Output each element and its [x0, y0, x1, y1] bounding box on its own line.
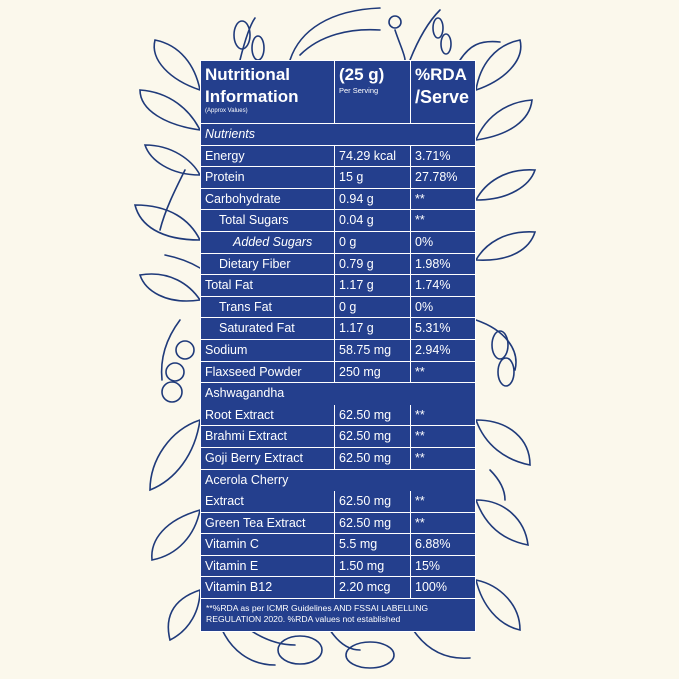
- nutrient-name: Extract: [201, 491, 335, 512]
- title-line-1: Nutritional: [205, 65, 290, 84]
- nutrient-amount: 62.50 mg: [335, 426, 411, 447]
- nutrient-rda: 100%: [415, 580, 447, 595]
- nutrient-rda: 15%: [415, 558, 441, 573]
- nutrient-name: Saturated Fat: [201, 318, 335, 339]
- amount-header-cell: [335, 61, 411, 123]
- nutrient-name: Green Tea Extract: [201, 513, 335, 534]
- nutrient-amount: 62.50 mg: [335, 405, 411, 426]
- nutrient-name: Total Fat: [201, 275, 335, 296]
- nutrient-rda: 1.74%: [415, 278, 451, 293]
- nutrient-rda: **: [415, 191, 425, 206]
- nutrition-facts-panel: [200, 60, 476, 632]
- nutrient-rda: 5.31%: [415, 321, 451, 336]
- table-row: [201, 577, 475, 599]
- nutrients-header-row: [201, 124, 475, 146]
- nutrient-name: Vitamin B12: [201, 577, 335, 598]
- table-row: [201, 275, 475, 297]
- nutrient-amount: 1.50 mg: [335, 556, 411, 577]
- nutrient-name: Flaxseed Powder: [201, 362, 335, 383]
- nutrient-name: Brahmi Extract: [201, 426, 335, 447]
- nutrient-rda: 2.94%: [415, 342, 451, 357]
- nutrient-amount: 0.79 g: [335, 254, 411, 275]
- nutrient-name: Carbohydrate: [201, 189, 335, 210]
- nutrient-amount: 0.04 g: [335, 210, 411, 231]
- nutrient-name: Vitamin C: [201, 534, 335, 555]
- nutrient-rda: 3.71%: [415, 148, 451, 163]
- nutrient-amount: 0 g: [335, 297, 411, 318]
- nutrient-rda: 27.78%: [415, 170, 458, 185]
- nutrient-amount: 58.75 mg: [335, 340, 411, 361]
- approx-values-note: (Approx Values): [205, 108, 248, 114]
- nutrient-amount: [335, 470, 411, 492]
- nutrient-rda: **: [415, 407, 425, 422]
- nutrient-rda: **: [415, 429, 425, 444]
- nutrient-name: Goji Berry Extract: [201, 448, 335, 469]
- table-row: [201, 491, 475, 513]
- table-row: [201, 146, 475, 168]
- footnote: [201, 599, 475, 631]
- nutrient-rda: **: [415, 213, 425, 228]
- nutrient-amount: 5.5 mg: [335, 534, 411, 555]
- nutrient-rda: **: [415, 450, 425, 465]
- nutrient-amount: 250 mg: [335, 362, 411, 383]
- table-row: [201, 448, 475, 470]
- nutrient-rda: [411, 470, 475, 492]
- nutrient-name: Acerola Cherry: [205, 472, 289, 487]
- nutrient-name: Energy: [201, 146, 335, 167]
- nutrient-amount: 62.50 mg: [335, 513, 411, 534]
- nutrient-name: Trans Fat: [201, 297, 335, 318]
- table-row: [201, 534, 475, 556]
- nutrient-rows: [201, 146, 475, 599]
- footnote-line-2: REGULATION 2020. %RDA values not established: [206, 614, 401, 625]
- nutrient-rda: **: [415, 364, 425, 379]
- nutrient-rda: **: [415, 494, 425, 509]
- nutrient-amount: 0.94 g: [335, 189, 411, 210]
- table-row: [201, 297, 475, 319]
- table-row: [201, 232, 475, 254]
- table-row: [201, 383, 475, 405]
- table-row: [201, 556, 475, 578]
- table-row: [201, 167, 475, 189]
- title-line-2: Information: [205, 87, 299, 106]
- title-cell: [201, 61, 335, 123]
- nutrient-name: Added Sugars: [201, 232, 335, 253]
- nutrient-name: Root Extract: [201, 405, 335, 426]
- nutrient-amount: 0 g: [335, 232, 411, 253]
- per-serving-note: Per Serving: [339, 86, 379, 95]
- nutrient-rda: 6.88%: [415, 537, 451, 552]
- footnote-line-1: **%RDA as per ICMR Guidelines AND FSSAI LABELLING: [206, 603, 429, 614]
- table-row: [201, 513, 475, 535]
- nutrient-rda: 0%: [415, 299, 434, 314]
- nutrient-rda: 0%: [415, 234, 434, 249]
- table-row: [201, 405, 475, 427]
- table-row: [201, 254, 475, 276]
- nutrient-amount: 62.50 mg: [335, 448, 411, 469]
- nutrient-rda: **: [415, 515, 425, 530]
- nutrients-label: Nutrients: [205, 127, 256, 141]
- table-row: [201, 426, 475, 448]
- table-row: [201, 318, 475, 340]
- nutrient-rda: [411, 383, 475, 405]
- nutrient-amount: 1.17 g: [335, 275, 411, 296]
- rda-line-1: %RDA: [415, 65, 467, 84]
- nutrient-rda: 1.98%: [415, 256, 451, 271]
- rda-header-cell: [411, 61, 475, 123]
- panel-header: [201, 61, 475, 124]
- table-row: [201, 210, 475, 232]
- nutrient-name: Sodium: [201, 340, 335, 361]
- nutrient-name: Dietary Fiber: [201, 254, 335, 275]
- nutrient-name: Protein: [201, 167, 335, 188]
- nutrient-amount: 62.50 mg: [335, 491, 411, 512]
- nutrient-name: Vitamin E: [201, 556, 335, 577]
- nutrient-name: Total Sugars: [201, 210, 335, 231]
- nutrient-amount: [335, 383, 411, 405]
- table-row: [201, 189, 475, 211]
- nutrient-amount: 2.20 mcg: [335, 577, 411, 598]
- nutrient-amount: 1.17 g: [335, 318, 411, 339]
- rda-line-2: /Serve: [415, 87, 470, 107]
- nutrient-name: Ashwagandha: [205, 386, 285, 401]
- nutrient-amount: 74.29 kcal: [335, 146, 411, 167]
- serving-size: (25 g): [339, 65, 385, 84]
- table-row: [201, 362, 475, 384]
- table-row: [201, 470, 475, 492]
- nutrient-amount: 15 g: [335, 167, 411, 188]
- table-row: [201, 340, 475, 362]
